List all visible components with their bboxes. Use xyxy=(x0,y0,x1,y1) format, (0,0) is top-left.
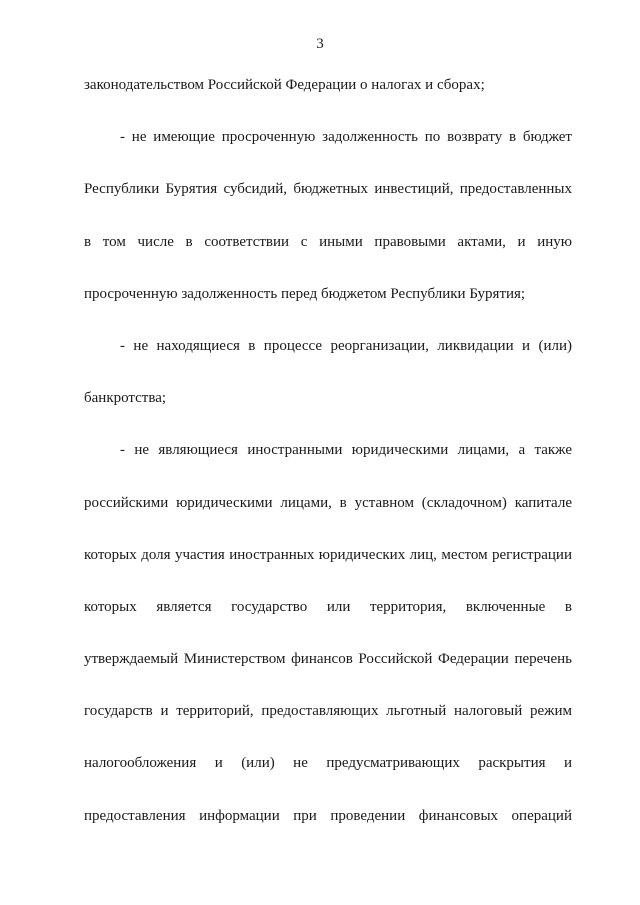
text-line: предоставления информации при проведении финансовых операций xyxy=(84,807,572,824)
text-line: в том числе в соответствии с иными правовыми актами, и иную xyxy=(84,233,572,250)
text-line: которых доля участия иностранных юридических лиц, местом регистрации xyxy=(84,546,572,563)
text-line: утверждаемый Министерством финансов Российской Федерации перечень xyxy=(84,651,572,668)
text-line: российскими юридическими лицами, в уставном (складочном) капитале xyxy=(84,494,572,511)
document-body xyxy=(84,72,572,855)
text-line: законодательством Российской Федерации о налогах и сборах; xyxy=(84,77,485,93)
page-number: 3 xyxy=(316,36,324,52)
text-line: которых является государство или территория, включенные в xyxy=(84,598,572,615)
text-line: государств и территорий, предоставляющих льготный налоговый режим xyxy=(84,703,572,720)
text-line: - не находящиеся в процессе реорганизации, ликвидации и (или) xyxy=(120,337,572,354)
text-line: налогообложения и (или) не предусматривающих раскрытия и xyxy=(84,755,572,772)
text-line: - не являющиеся иностранными юридическими лицами, а также xyxy=(120,442,572,459)
text-line: банкротства; xyxy=(84,390,167,407)
text-line: - не имеющие просроченную задолженность по возврату в бюджет xyxy=(120,129,572,146)
text-line: Республики Бурятия субсидий, бюджетных инвестиций, предоставленных xyxy=(84,181,572,198)
text-line: просроченную задолженность перед бюджетом Республики Бурятия; xyxy=(84,285,526,302)
